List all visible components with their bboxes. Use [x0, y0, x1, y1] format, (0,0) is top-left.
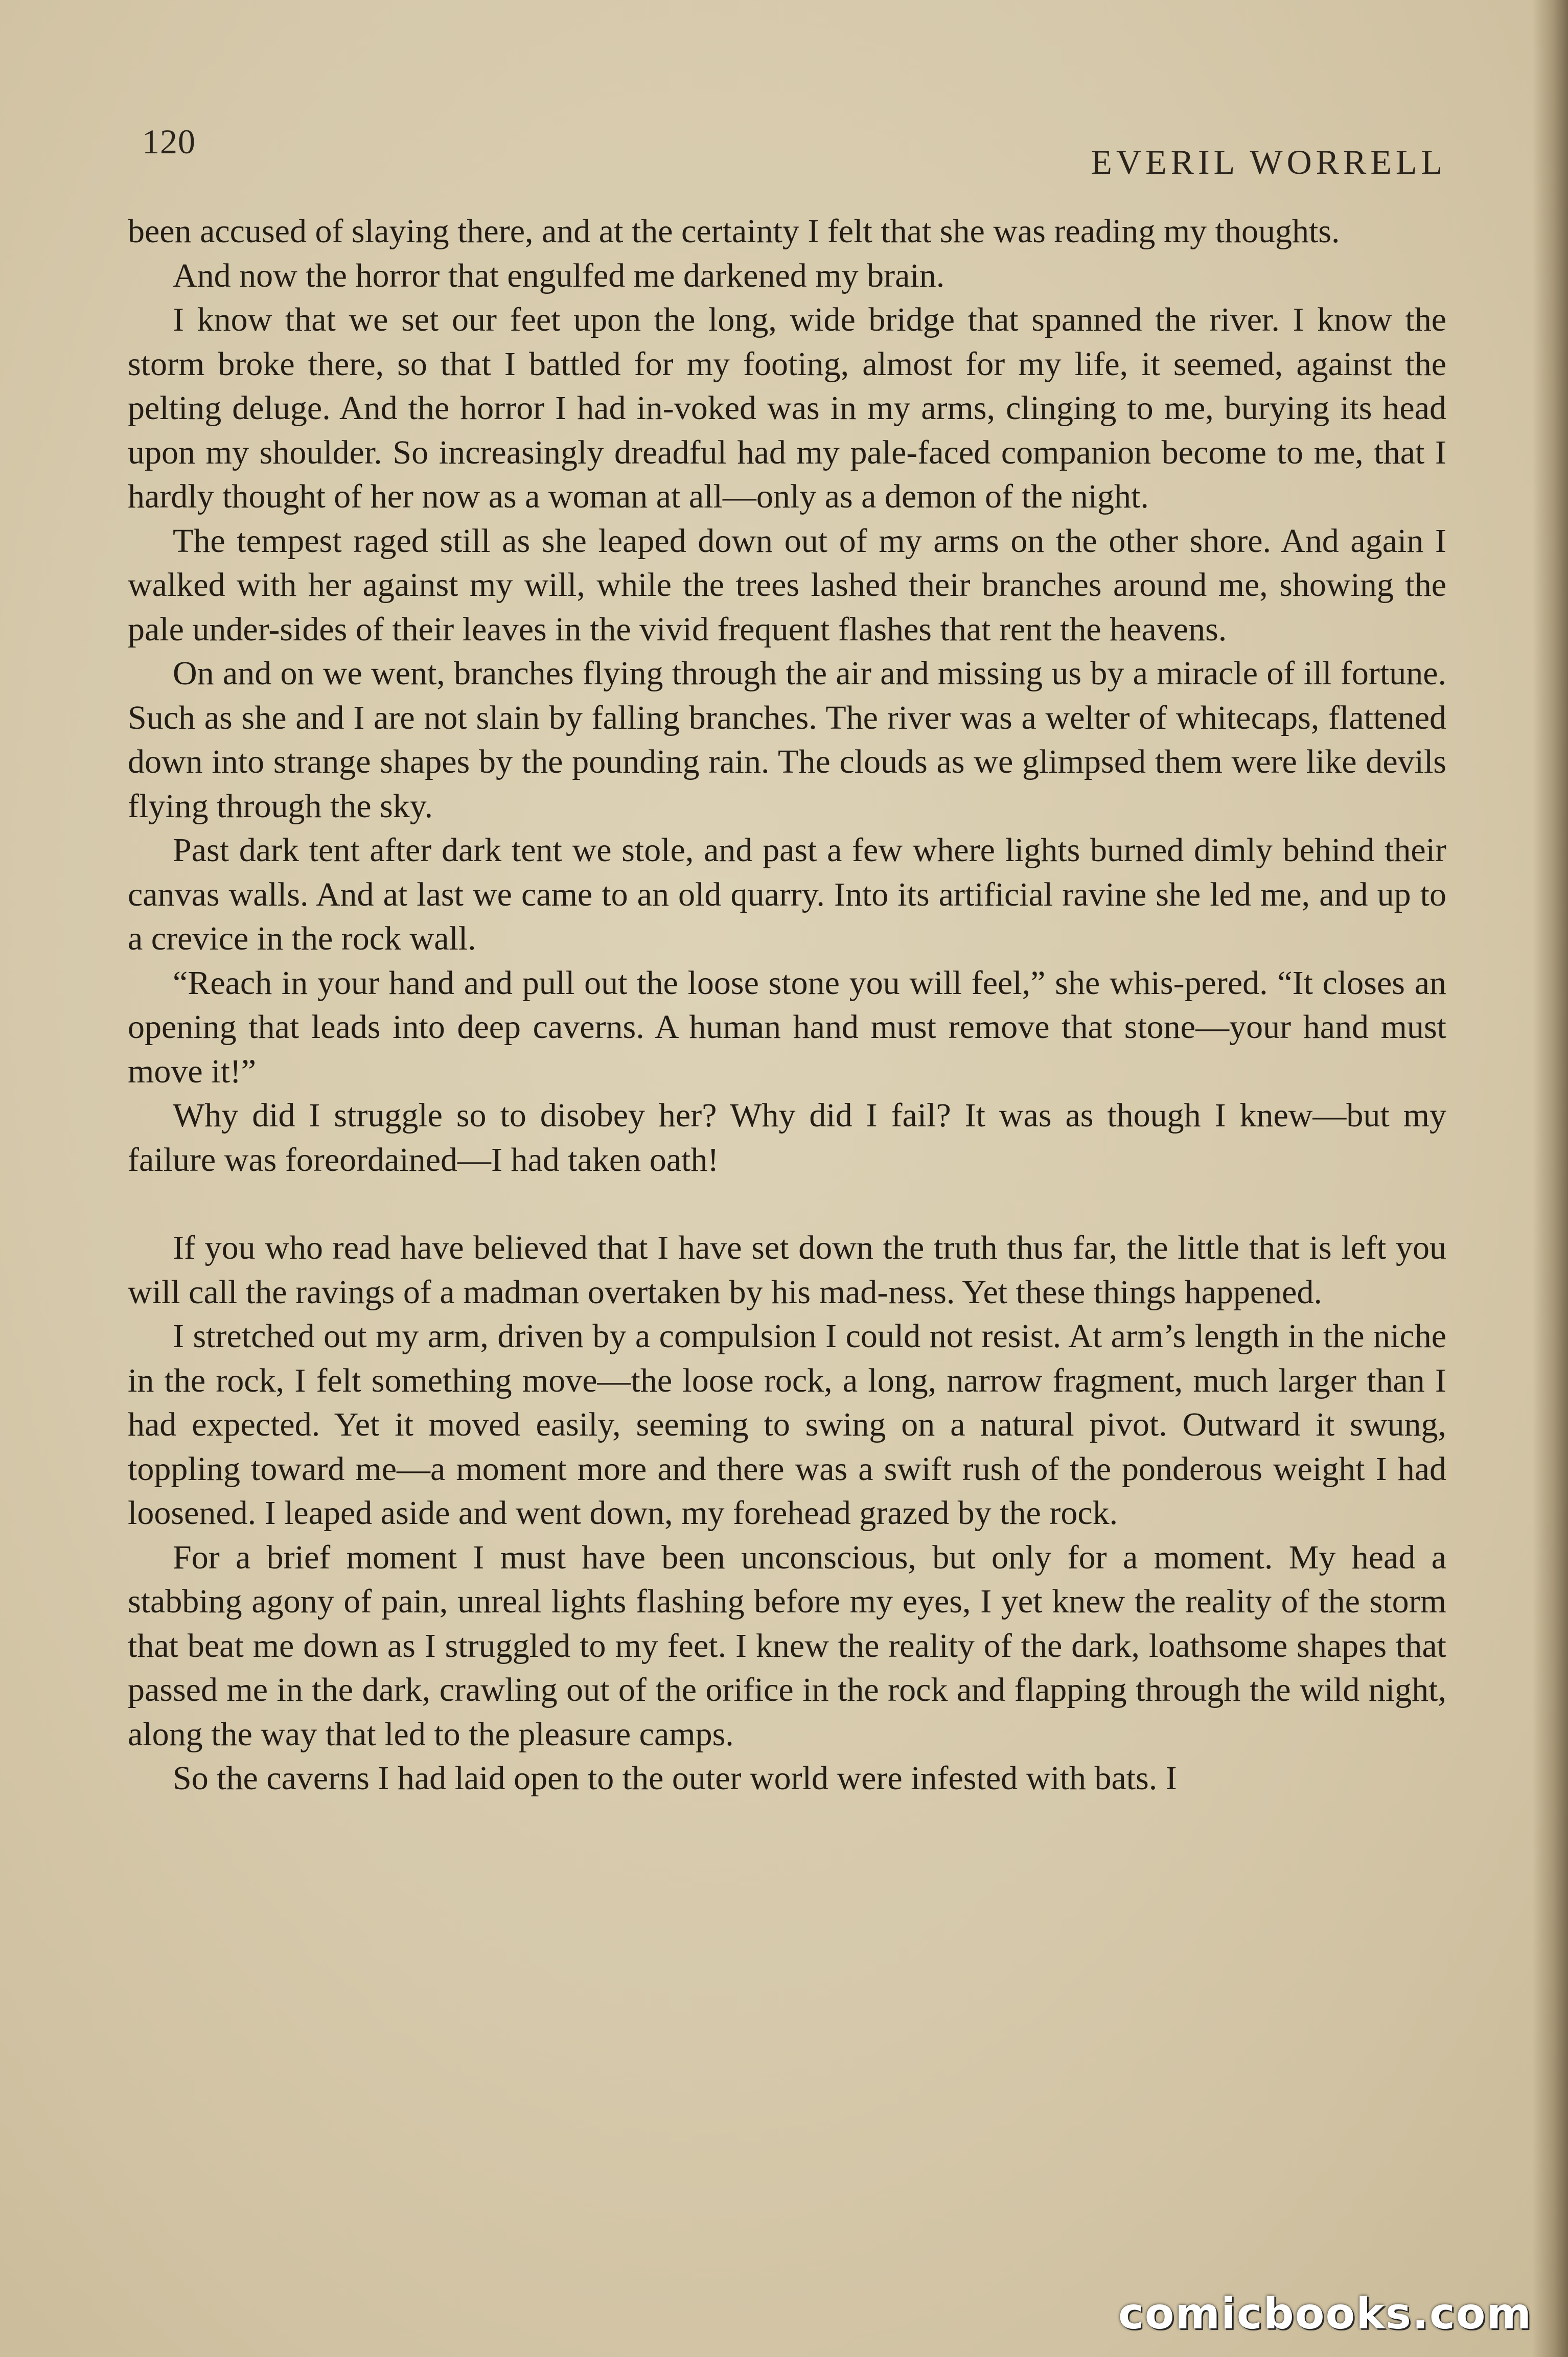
paragraph-3: I know that we set our feet upon the long, wide bridge that spanned the river. I know the storm broke there, so that I battled for my footing, almost for my life, it seemed, against the pelting deluge. And the horror I had in-voked was in my arms, clinging to me, burying its head upon my shoulder. So increasingly dreadful had my pale-faced companion become to me, that I hardly thought of her now as a woman at all—only as a demon of the night.	[128, 301, 1446, 515]
gutter-shadow	[1532, 0, 1568, 2357]
paragraph-1: been accused of slaying there, and at the certainty I felt that she was reading my thoughts.	[128, 213, 1340, 250]
paragraph-5: On and on we went, branches flying through the air and missing us by a miracle of ill fortune. Such as she and I are not slain by falling branches. The river was a welter of whitecaps, flattened down into strange shapes by the pounding rain. The clouds as we glimpsed them were like devils flying through the sky.	[128, 655, 1446, 825]
running-head: EVERIL WORRELL	[1091, 143, 1446, 181]
paragraph-4: The tempest raged still as she leaped down out of my arms on the other shore. And again I walked with her against my will, while the trees lashed their branches around me, showing the pale under-sides of their leaves in the vivid frequent flashes that rent the heavens.	[128, 522, 1446, 648]
paragraph-6: Past dark tent after dark tent we stole, and past a few where lights burned dimly behind their canvas walls. And at last we came to an old quarry. Into its artificial ravine she led me, and up to a crevice in the rock wall.	[128, 831, 1446, 957]
paragraph-2: And now the horror that engulfed me darkened my brain.	[173, 257, 945, 294]
paragraph-8: Why did I struggle so to disobey her? Why did I fail? It was as though I knew—but my failure was foreordained—I had taken oath!	[128, 1097, 1446, 1178]
paragraph-12: So the caverns I had laid open to the outer world were infested with bats. I	[173, 1760, 1177, 1797]
paragraph-9: If you who read have believed that I have set down the truth thus far, the little that is left you will call the ravings of a madman overtaken by his mad-ness. Yet these things happened.	[128, 1229, 1446, 1311]
page-number: 120	[142, 122, 196, 161]
paragraph-10: I stretched out my arm, driven by a compulsion I could not resist. At arm’s length in the niche in the rock, I felt something move—the loose rock, a long, narrow fragment, much larger than I had expected. Yet it moved easily, seeming to swing on a natural pivot. Outward it swung, toppling toward me—a moment more and there was a swift rush of the ponderous weight I had loosened. I leaped aside and went down, my forehead grazed by the rock.	[128, 1318, 1446, 1532]
paragraph-7: “Reach in your hand and pull out the loose stone you will feel,” she whis-pered. “It closes an opening that leads into deep caverns. A human hand must remove that stone—your hand must move it!”	[128, 964, 1446, 1090]
body-text	[128, 210, 1446, 1801]
paragraph-11: For a brief moment I must have been unconscious, but only for a moment. My head a stabbing agony of pain, unreal lights flashing before my eyes, I yet knew the reality of the storm that beat me down as I struggled to my feet. I knew the reality of the dark, loathsome shapes that passed me in the dark, crawling out of the orifice in the rock and flapping through the wild night, along the way that led to the pleasure camps.	[128, 1538, 1446, 1753]
watermark-logo: comicbooks.com	[1118, 2289, 1532, 2339]
